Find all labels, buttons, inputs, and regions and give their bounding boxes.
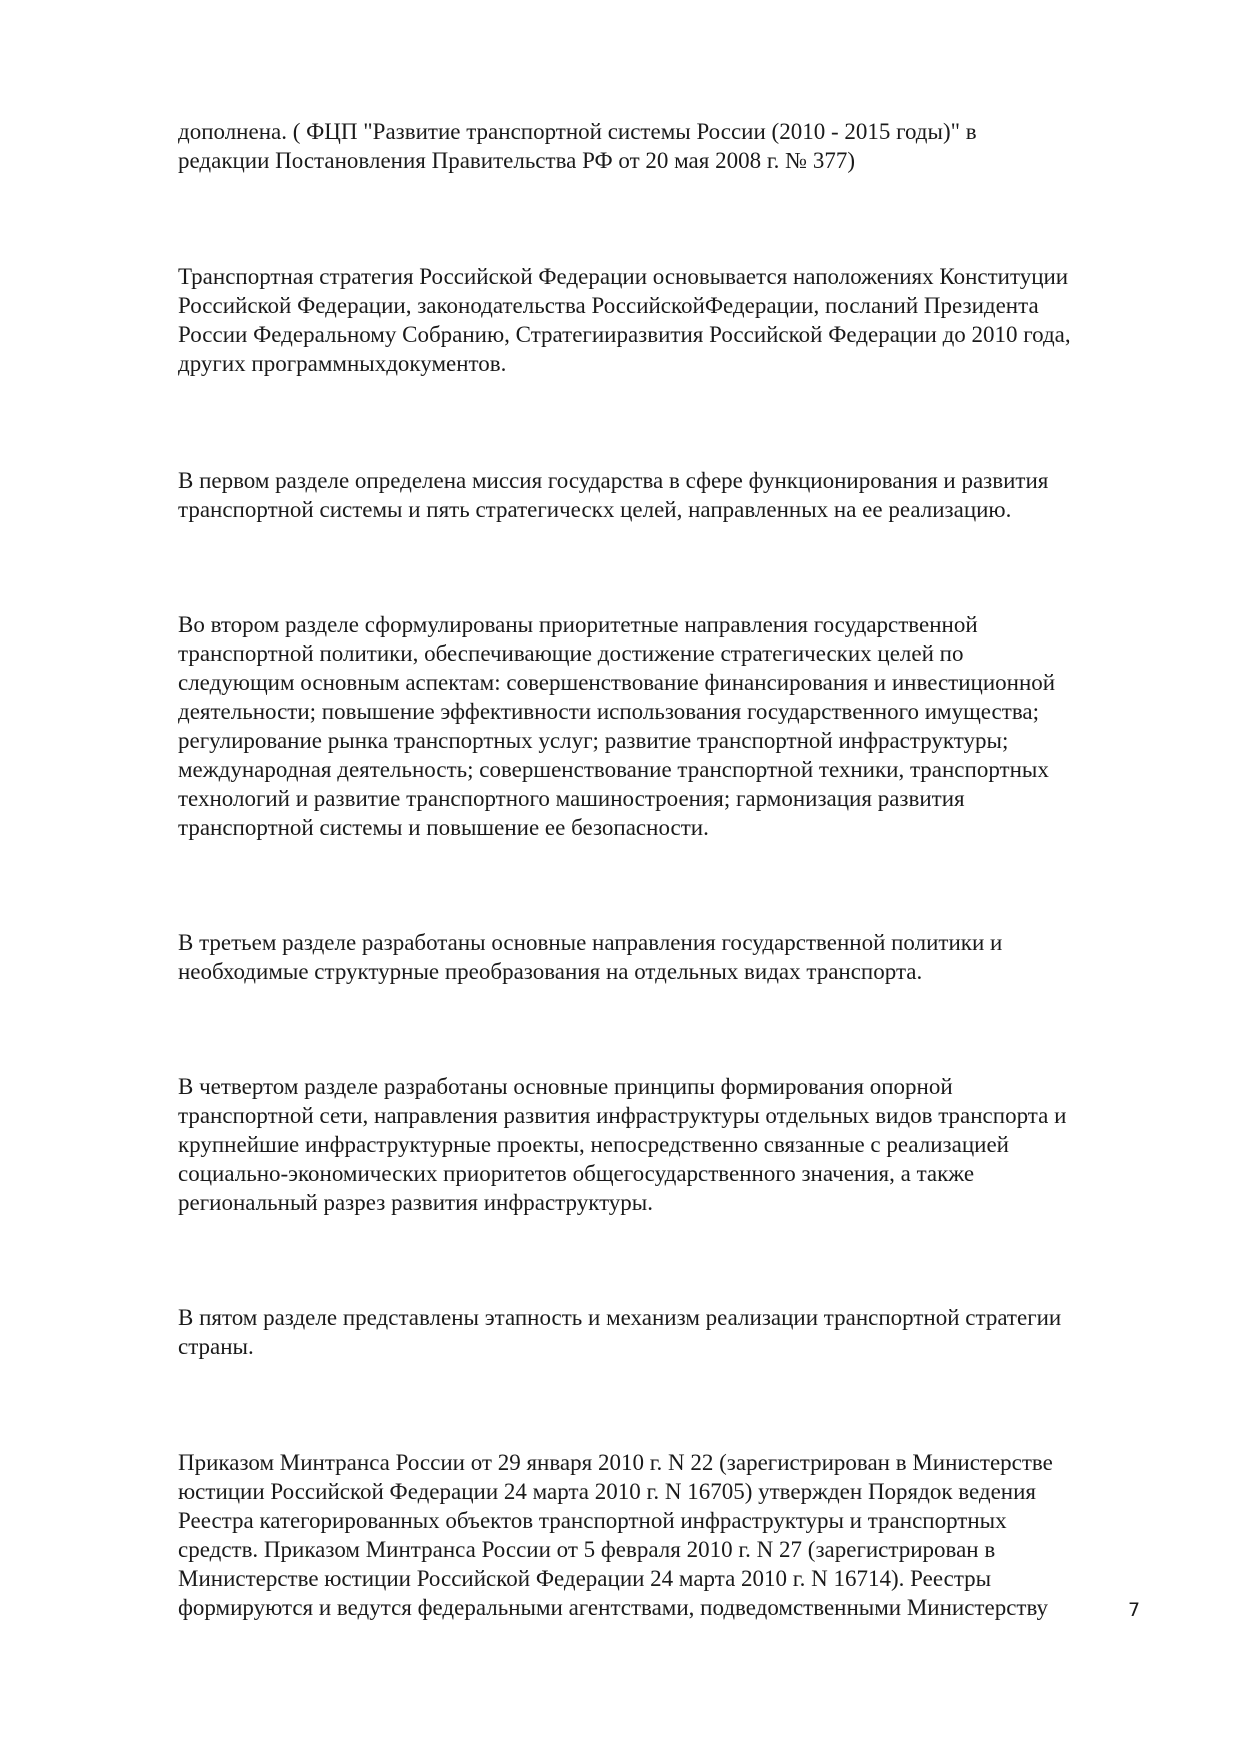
paragraph-mintrans-order <box>178 1448 1178 1622</box>
paragraph-line: В первом разделе определена миссия государства в сфере функционирования и развития <box>178 468 1049 493</box>
paragraph-line: России Федеральному Собранию, Стратегииразвития Российской Федерации до 2010 года, <box>178 322 1071 347</box>
paragraph-section-two <box>178 610 1178 842</box>
paragraph-line: Реестра категорированных объектов транспортной инфраструктуры и транспортных <box>178 1508 1007 1533</box>
paragraph-line: транспортной сети, направления развития инфраструктуры отдельных видов транспорта и <box>178 1103 1067 1128</box>
paragraph-line: В четвертом разделе разработаны основные принципы формирования опорной <box>178 1074 953 1099</box>
paragraph-line: юстиции Российской Федерации 24 марта 2010 г. N 16705) утвержден Порядок ведения <box>178 1479 1036 1504</box>
paragraph-line: технологий и развитие транспортного машиностроения; гармонизация развития <box>178 786 965 811</box>
paragraph-line: Во втором разделе сформулированы приоритетные направления государственной <box>178 612 978 637</box>
paragraph-strategy-basis <box>178 262 1178 378</box>
paragraph-section-one <box>178 466 1178 524</box>
page-number: 7 <box>1128 1599 1141 1621</box>
paragraph-line: Приказом Минтранса России от 29 января 2010 г. N 22 (зарегистрирован в Министерстве <box>178 1450 1053 1475</box>
paragraph-line: дополнена. ( ФЦП "Развитие транспортной системы России (2010 - 2015 годы)" в <box>178 119 977 144</box>
paragraph-line: международная деятельность; совершенствование транспортной техники, транспортных <box>178 757 1049 782</box>
paragraph-line: следующим основным аспектам: совершенствование финансирования и инвестиционной <box>178 670 1056 695</box>
paragraph-fcp-amendment <box>178 117 1178 175</box>
paragraph-line: транспортной системы и повышение ее безопасности. <box>178 815 709 840</box>
paragraph-line: Российской Федерации, законодательства РоссийскойФедерации, посланий Президента <box>178 293 1039 318</box>
paragraph-section-three <box>178 928 1178 986</box>
paragraph-line: средств. Приказом Минтранса России от 5 февраля 2010 г. N 27 (зарегистрирован в <box>178 1537 996 1562</box>
paragraph-line: транспортной системы и пять стратегическх целей, направленных на ее реализацию. <box>178 497 1012 522</box>
paragraph-line: страны. <box>178 1334 254 1359</box>
paragraph-line: крупнейшие инфраструктурные проекты, непосредственно связанные с реализацией <box>178 1132 1009 1157</box>
paragraph-line: транспортной политики, обеспечивающие достижение стратегических целей по <box>178 641 964 666</box>
paragraph-section-four <box>178 1072 1178 1217</box>
paragraph-line: Министерстве юстиции Российской Федерации 24 марта 2010 г. N 16714). Реестры <box>178 1566 992 1591</box>
paragraph-line: редакции Постановления Правительства РФ от 20 мая 2008 г. № 377) <box>178 148 856 173</box>
paragraph-line: В третьем разделе разработаны основные направления государственной политики и <box>178 930 1003 955</box>
paragraph-line: регулирование рынка транспортных услуг; развитие транспортной инфраструктуры; <box>178 728 1009 753</box>
paragraph-line: формируются и ведутся федеральными агентствами, подведомственными Министерству <box>178 1595 1049 1620</box>
paragraph-line: В пятом разделе представлены этапность и механизм реализации транспортной стратегии <box>178 1305 1062 1330</box>
paragraph-line: других программныхдокументов. <box>178 351 507 376</box>
paragraph-line: социально-экономических приоритетов общегосударственного значения, а также <box>178 1161 975 1186</box>
paragraph-line: Транспортная стратегия Российской Федерации основывается наположениях Конституции <box>178 264 1069 289</box>
paragraph-line: необходимые структурные преобразования на отдельных видах транспорта. <box>178 959 923 984</box>
paragraph-line: деятельности; повышение эффективности использования государственного имущества; <box>178 699 1039 724</box>
paragraph-line: региональный разрез развития инфраструктуры. <box>178 1190 654 1215</box>
paragraph-section-five <box>178 1303 1178 1361</box>
